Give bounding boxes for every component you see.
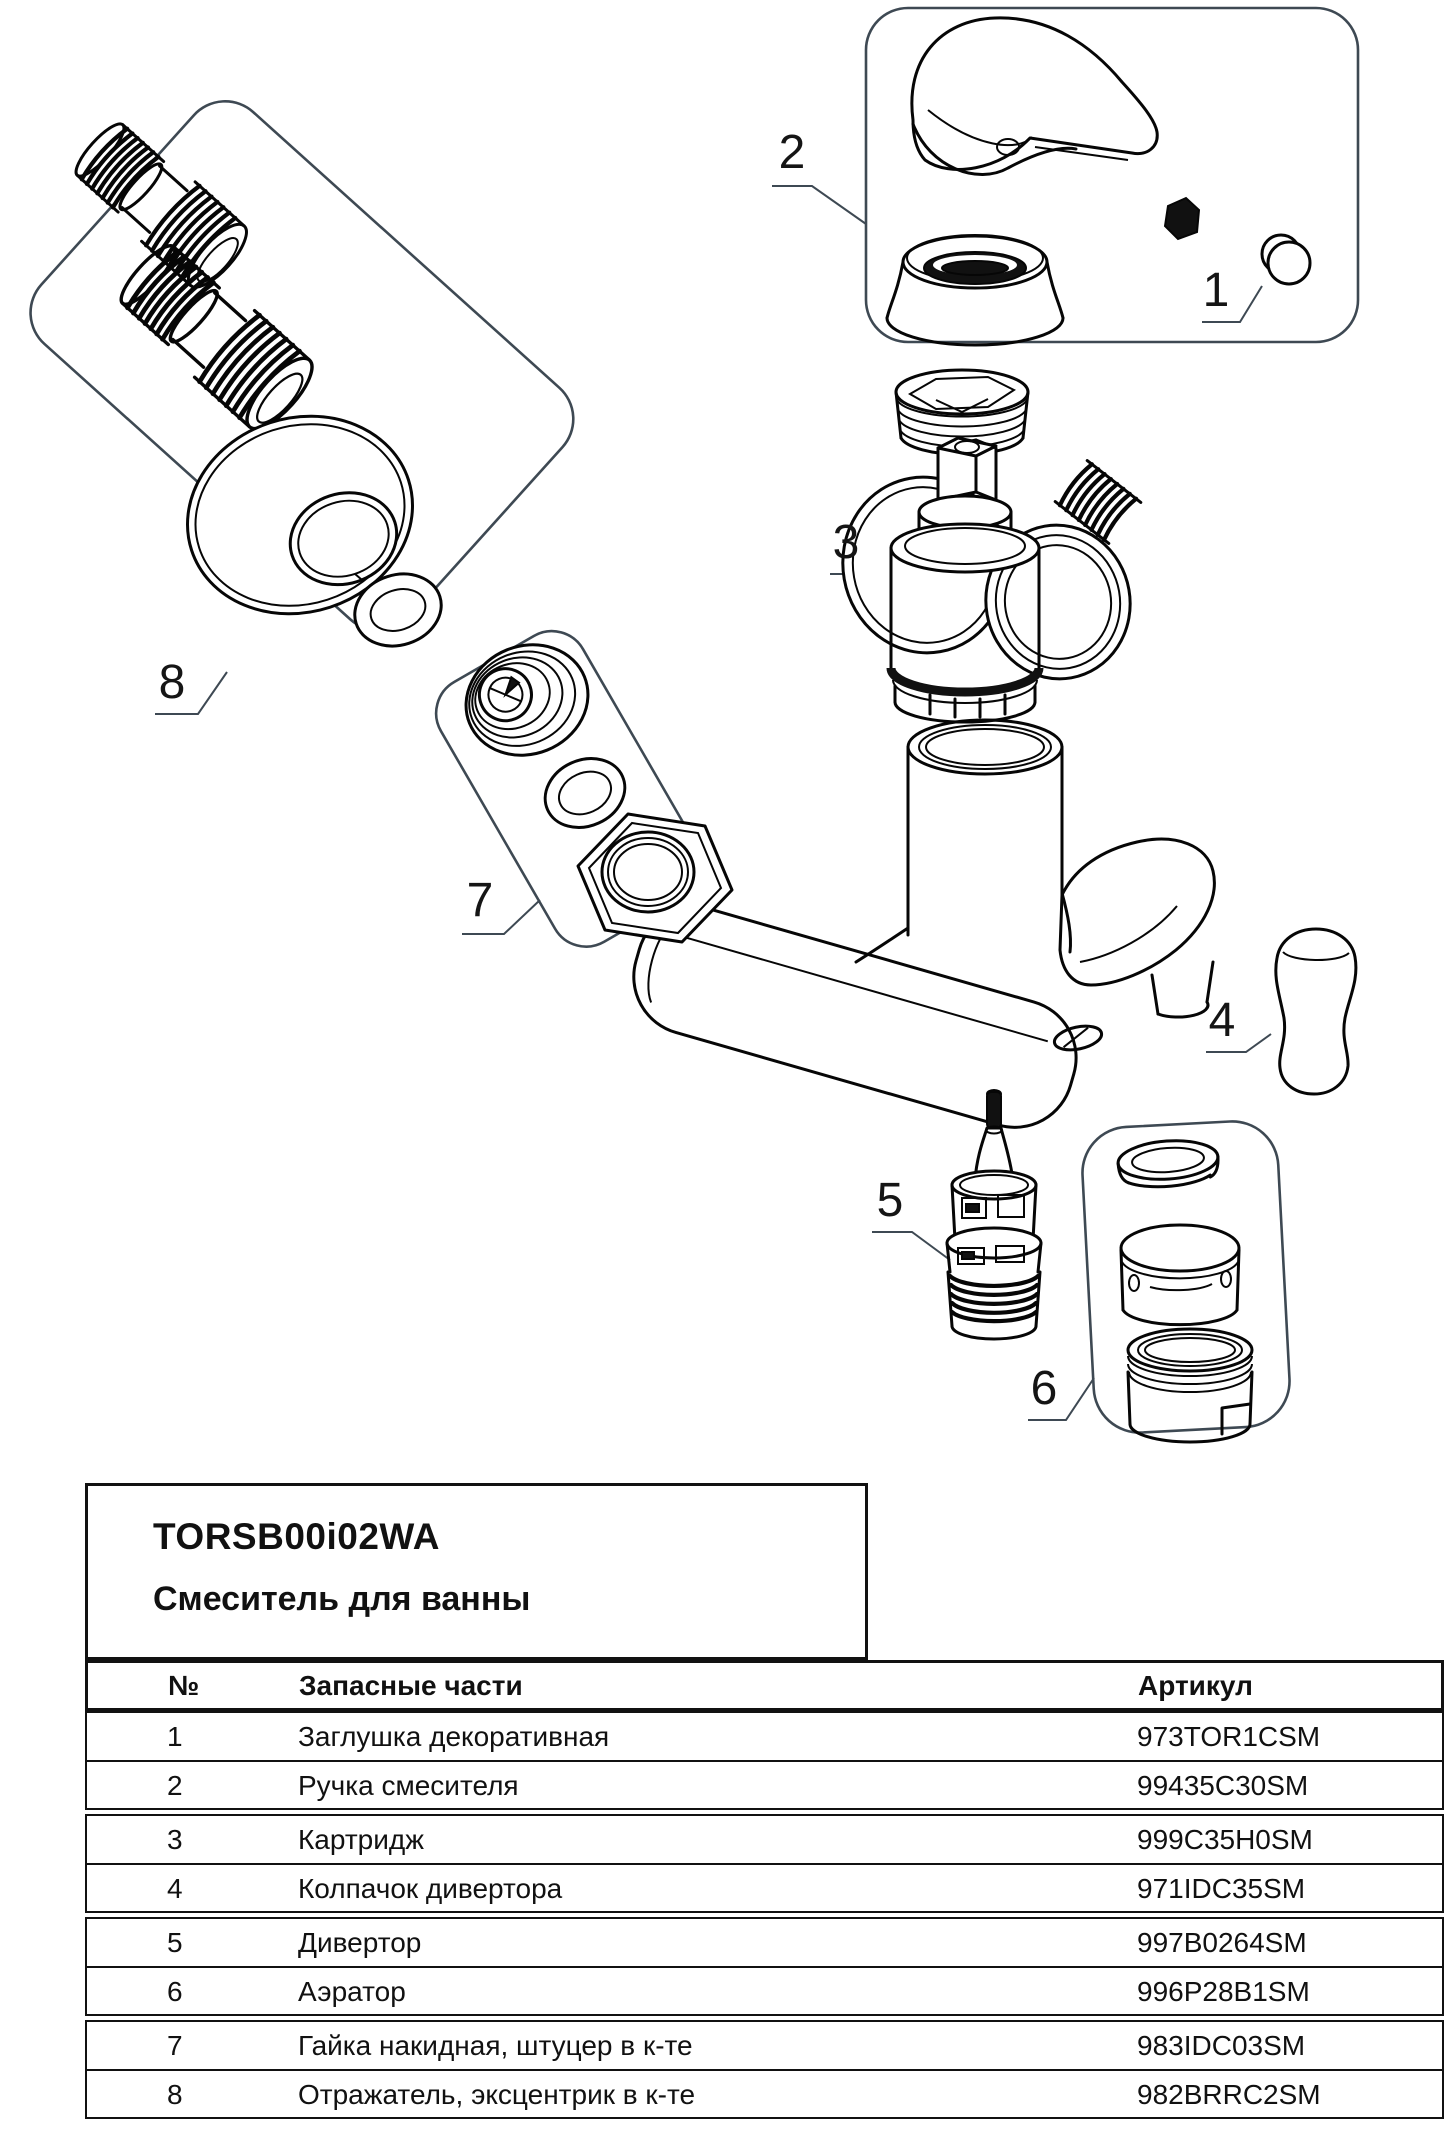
row-part: Гайка накидная, штуцер в к-те <box>298 2030 693 2061</box>
row-part: Аэратор <box>298 1976 406 2007</box>
row-num: 8 <box>167 2079 183 2110</box>
callout-1: 1 <box>1202 264 1230 317</box>
callout-6: 6 <box>1030 1362 1058 1415</box>
callout-8: 8 <box>158 656 186 709</box>
row-num: 4 <box>167 1873 183 1904</box>
table-row <box>87 2022 1442 2071</box>
row-sku: 973TOR1CSM <box>1137 1721 1321 1752</box>
row-part: Колпачок дивертора <box>298 1873 563 1904</box>
header-part: Запасные части <box>299 1670 523 1701</box>
row-part: Отражатель, эксцентрик в к-те <box>298 2079 696 2110</box>
table-group-1 <box>85 1711 1444 1810</box>
row-sku: 971IDC35SM <box>1137 1873 1306 1904</box>
row-sku: 996P28B1SM <box>1137 1976 1310 2007</box>
table-row <box>87 1713 1442 1762</box>
row-num: 2 <box>167 1770 183 1801</box>
callout-3: 3 <box>832 516 860 569</box>
table-row <box>87 1865 1442 1912</box>
table-row <box>87 1816 1442 1865</box>
table-row <box>87 2071 1442 2118</box>
callout-4: 4 <box>1208 994 1236 1047</box>
table-row <box>87 1919 1442 1968</box>
row-sku: 99435C30SM <box>1137 1770 1309 1801</box>
row-num: 6 <box>167 1976 183 2007</box>
row-sku: 983IDC03SM <box>1137 2030 1306 2061</box>
header-sku: Артикул <box>1138 1670 1253 1701</box>
row-sku: 997B0264SM <box>1137 1927 1307 1958</box>
row-num: 1 <box>167 1721 183 1752</box>
product-code: TORSB00i02WA <box>153 1516 441 1557</box>
row-part: Дивертор <box>298 1927 422 1958</box>
header-num: № <box>168 1670 200 1701</box>
callout-2: 2 <box>778 126 806 179</box>
callout-5: 5 <box>876 1174 904 1227</box>
table-group-2 <box>85 1814 1444 1913</box>
row-sku: 982BRRC2SM <box>1137 2079 1321 2110</box>
row-sku: 999C35H0SM <box>1137 1824 1313 1855</box>
table-row <box>87 1968 1442 2015</box>
title-block <box>85 1483 868 1660</box>
table-row <box>87 1762 1442 1809</box>
callout-7: 7 <box>466 874 494 927</box>
table-header <box>85 1660 1444 1711</box>
row-num: 5 <box>167 1927 183 1958</box>
table-group-4 <box>85 2020 1444 2119</box>
row-num: 3 <box>167 1824 183 1855</box>
product-name: Смеситель для ванны <box>153 1580 531 1618</box>
row-part: Заглушка декоративная <box>298 1721 610 1752</box>
table-group-3 <box>85 1917 1444 2016</box>
row-num: 7 <box>167 2030 183 2061</box>
row-part: Картридж <box>298 1824 424 1855</box>
row-part: Ручка смесителя <box>298 1770 519 1801</box>
